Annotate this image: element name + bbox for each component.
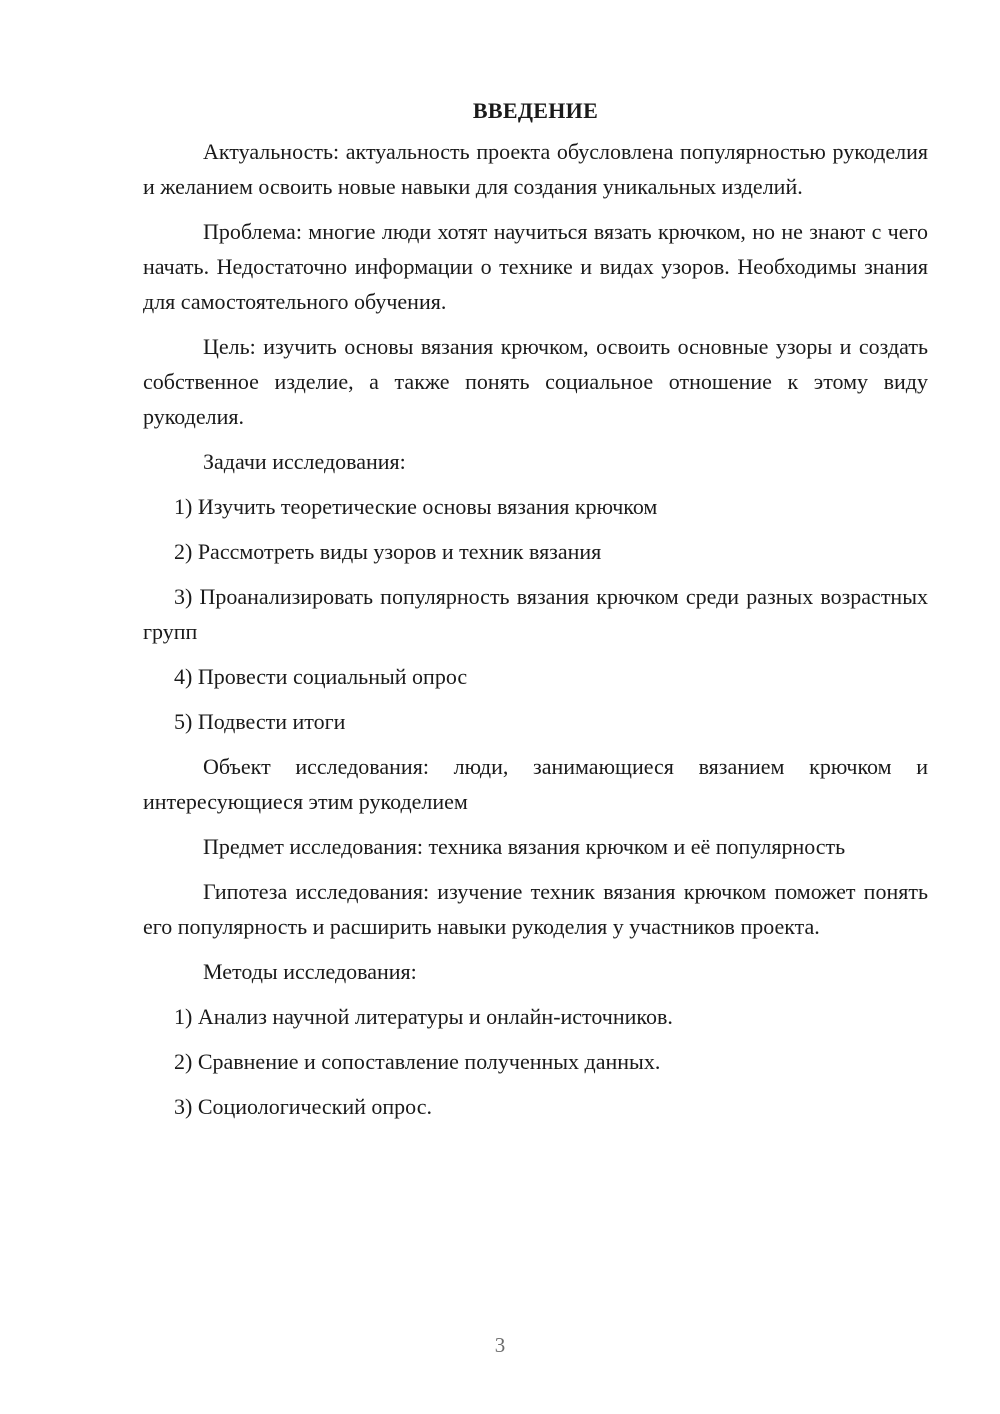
problem-paragraph: Проблема: многие люди хотят научиться вязать крючком, но не знают с чего начать. Недостаточно информации о технике и видах узоров. Необходимы знания для самостоятельного обучения. xyxy=(143,219,928,314)
document-page xyxy=(143,94,928,1134)
method-item: 2) Сравнение и сопоставление полученных данных. xyxy=(174,1049,661,1074)
page-title: ВВЕДЕНИЕ xyxy=(472,98,599,123)
method-item: 1) Анализ научной литературы и онлайн-источников. xyxy=(174,1004,673,1029)
method-item: 3) Социологический опрос. xyxy=(174,1094,432,1119)
subject-paragraph: Предмет исследования: техника вязания крючком и её популярность xyxy=(203,834,846,859)
hypothesis-paragraph: Гипотеза исследования: изучение техник вязания крючком поможет понять его популярность и расширить навыки рукоделия у участников проекта. xyxy=(143,879,928,939)
task-item: 1) Изучить теоретические основы вязания крючком xyxy=(174,494,658,519)
relevance-paragraph: Актуальность: актуальность проекта обусловлена популярностью рукоделия и желанием освоить новые навыки для создания уникальных изделий. xyxy=(143,139,928,199)
tasks-heading: Задачи исследования: xyxy=(203,449,406,474)
methods-heading: Методы исследования: xyxy=(203,959,417,984)
object-paragraph: Объект исследования: люди, занимающиеся вязанием крючком и интересующиеся этим рукоделием xyxy=(143,754,928,814)
goal-paragraph: Цель: изучить основы вязания крючком, освоить основные узоры и создать собственное изделие, а также понять социальное отношение к этому виду рукоделия. xyxy=(143,334,928,429)
task-item: 2) Рассмотреть виды узоров и техник вязания xyxy=(174,539,602,564)
page-number: 3 xyxy=(494,1333,506,1357)
task-item: 4) Провести социальный опрос xyxy=(174,664,468,689)
task-item: 3) Проанализировать популярность вязания крючком среди разных возрастных групп xyxy=(143,584,928,644)
task-item: 5) Подвести итоги xyxy=(174,709,346,734)
